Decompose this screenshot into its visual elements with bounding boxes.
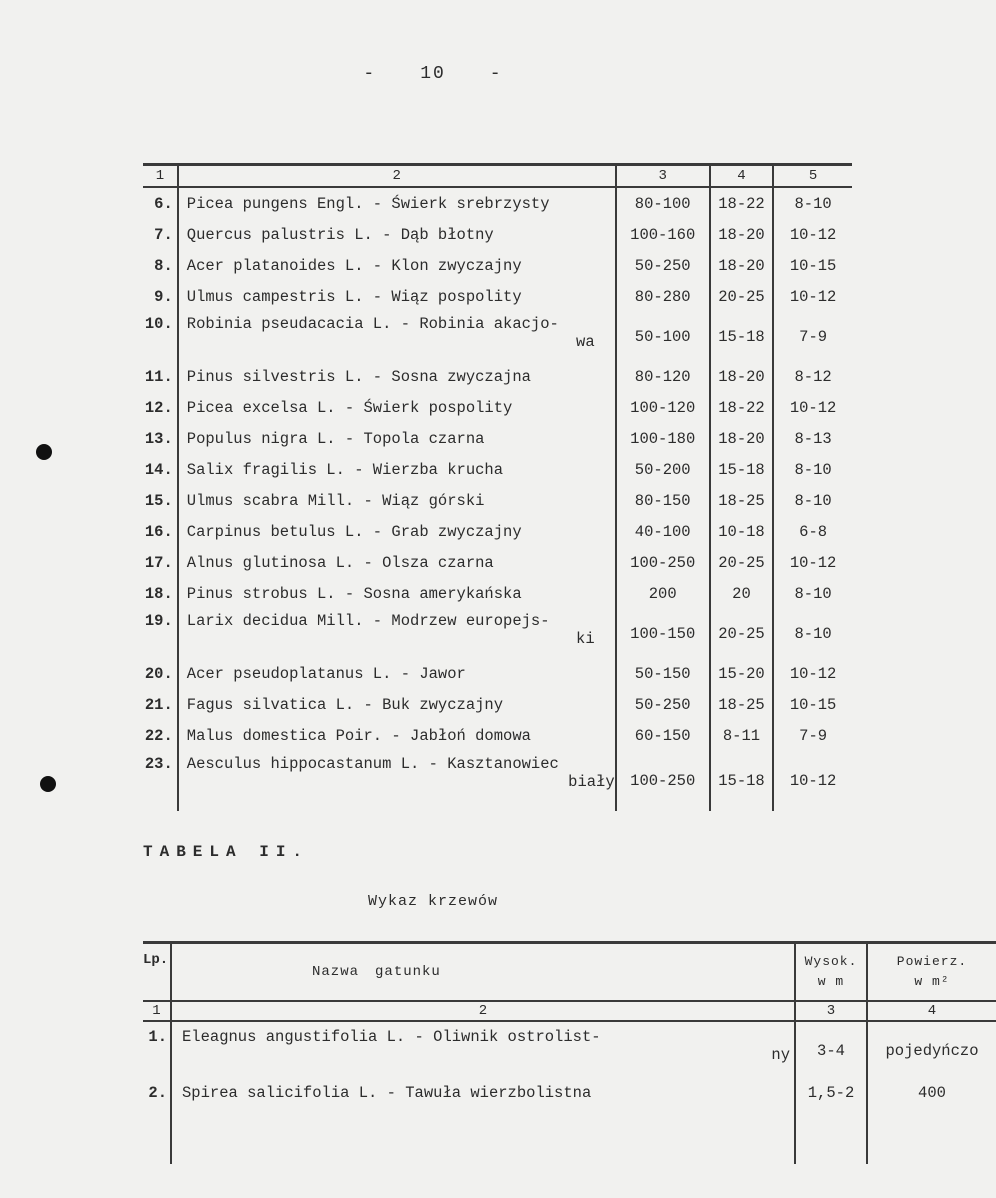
cell-height: 1,5-2 [795, 1080, 867, 1124]
species-name: Spirea salicifolia L. - Tawuła wierzbolistna [171, 1080, 795, 1124]
page-number-dash-right: - [489, 64, 503, 84]
cell-col5: 10-15 [789, 695, 837, 714]
shrub-table [143, 941, 996, 1164]
table-row [143, 547, 852, 578]
species-name-line1: Larix decidua Mill. - Modrzew europejs- [186, 612, 550, 630]
cell-col4: 20-25 [710, 281, 773, 312]
column-header-name-part2: gatunku [375, 964, 441, 980]
row-number: 9. [143, 281, 178, 312]
row-number: 8. [143, 250, 178, 281]
table2-subtitle: Wykaz krzewów [367, 893, 499, 910]
cell-col4: 15-18 [710, 454, 773, 485]
cell-col4: 18-20 [710, 250, 773, 281]
column-number-1: 1 [143, 1001, 171, 1021]
column-header-4: 4 [710, 165, 773, 188]
cell-col3: 100-160 [616, 219, 710, 250]
cell-height: 3-4 [795, 1021, 867, 1080]
empty-cell [143, 1124, 171, 1164]
species-name-line2: ki [576, 630, 595, 648]
species-name: Quercus palustris L. - Dąb błotny [178, 219, 616, 250]
table-row [143, 751, 852, 811]
cell-col5: 7-9 [799, 726, 828, 745]
cell-col3: 80-100 [616, 187, 710, 219]
cell-col4: 18-22 [710, 187, 773, 219]
row-number: 17. [143, 547, 178, 578]
species-name-line2: wa [576, 333, 595, 351]
cell-col3: 100-180 [616, 423, 710, 454]
column-header-height [795, 943, 867, 1002]
punch-hole-bottom [40, 776, 56, 792]
cell-col3: 50-200 [616, 454, 710, 485]
page-number [0, 64, 866, 84]
cell-col3: 80-280 [616, 281, 710, 312]
table-row [143, 485, 852, 516]
row-number: 21. [143, 689, 178, 720]
column-header-1: 1 [143, 165, 178, 188]
table-row [143, 1080, 996, 1124]
species-name [178, 312, 616, 361]
cell-col3: 100-250 [616, 751, 710, 811]
species-name: Ulmus scabra Mill. - Wiąz górski [178, 485, 616, 516]
column-header-area [867, 943, 996, 1002]
table-row [143, 219, 852, 250]
species-name: Carpinus betulus L. - Grab zwyczajny [178, 516, 616, 547]
column-number-2: 2 [171, 1001, 795, 1021]
row-number: 19. [143, 609, 178, 658]
cell-col3: 60-150 [616, 720, 710, 751]
cell-col3: 80-120 [616, 361, 710, 392]
row-number: 13. [143, 423, 178, 454]
species-name: Malus domestica Poir. - Jabłoń domowa [178, 720, 616, 751]
table-row [143, 361, 852, 392]
table-row [143, 516, 852, 547]
cell-col5: 8-10 [794, 624, 832, 643]
species-name: Alnus glutinosa L. - Olsza czarna [178, 547, 616, 578]
cell-col5: 10-12 [789, 553, 837, 572]
cell-col5: 7-9 [799, 327, 828, 346]
cell-col5: 8-13 [794, 429, 832, 448]
row-number: 15. [143, 485, 178, 516]
row-number: 18. [143, 578, 178, 609]
column-header-height-line1: Wysok. [804, 954, 858, 969]
table-row [143, 578, 852, 609]
species-name: Pinus strobus L. - Sosna amerykańska [178, 578, 616, 609]
row-number: 11. [143, 361, 178, 392]
table-row [143, 609, 852, 658]
cell-col5: 8-10 [794, 460, 832, 479]
species-name [171, 1021, 795, 1080]
column-number-4: 4 [867, 1001, 996, 1021]
column-header-area-line2: w m² [914, 974, 950, 989]
table2-number-row [143, 1001, 996, 1021]
cell-col5: 10-12 [789, 664, 837, 683]
cell-col4: 18-22 [710, 392, 773, 423]
species-name: Acer platanoides L. - Klon zwyczajny [178, 250, 616, 281]
table2-header-row [143, 943, 996, 1002]
species-name-line2: biały [568, 773, 615, 791]
row-number: 10. [143, 312, 178, 361]
cell-col3: 100-120 [616, 392, 710, 423]
column-header-2: 2 [178, 165, 616, 188]
cell-col3: 100-150 [616, 609, 710, 658]
species-name-line1: Aesculus hippocastanum L. - Kasztanowiec [186, 755, 559, 773]
punch-hole-top [36, 444, 52, 460]
column-header-3: 3 [616, 165, 710, 188]
cell-col4: 10-18 [710, 516, 773, 547]
cell-col3: 200 [616, 578, 710, 609]
species-name [178, 609, 616, 658]
table-row [143, 1021, 996, 1080]
table-row-empty [143, 1124, 996, 1164]
row-number: 1. [143, 1021, 171, 1080]
row-number: 12. [143, 392, 178, 423]
cell-col5: 8-10 [794, 584, 832, 603]
cell-col4: 18-25 [710, 485, 773, 516]
column-number-3: 3 [795, 1001, 867, 1021]
cell-col4: 15-18 [710, 312, 773, 361]
column-header-name-part1: Nazwa [312, 964, 360, 980]
tree-table [143, 163, 852, 811]
table-row [143, 423, 852, 454]
cell-col3: 50-250 [616, 250, 710, 281]
table-row [143, 658, 852, 689]
cell-col3: 50-150 [616, 658, 710, 689]
cell-col4: 15-20 [710, 658, 773, 689]
row-number: 23. [143, 751, 178, 811]
cell-col5: 10-12 [789, 287, 837, 306]
cell-col3: 100-250 [616, 547, 710, 578]
cell-col3: 40-100 [616, 516, 710, 547]
cell-area: 400 [918, 1084, 946, 1102]
table-row [143, 454, 852, 485]
row-number: 7. [143, 219, 178, 250]
row-number: 14. [143, 454, 178, 485]
table-row [143, 720, 852, 751]
cell-col4: 18-20 [710, 219, 773, 250]
cell-col5: 10-12 [789, 772, 837, 790]
species-name-line1: Eleagnus angustifolia L. - Oliwnik ostrolist- [182, 1028, 601, 1046]
cell-col3: 50-100 [616, 312, 710, 361]
cell-col5: 8-10 [794, 194, 832, 213]
cell-col4: 18-20 [710, 423, 773, 454]
cell-col4: 8-11 [710, 720, 773, 751]
cell-col3: 80-150 [616, 485, 710, 516]
row-number: 20. [143, 658, 178, 689]
cell-col4: 20-25 [710, 547, 773, 578]
species-name: Picea excelsa L. - Świerk pospolity [178, 392, 616, 423]
column-header-area-line1: Powierz. [896, 954, 968, 969]
table-row [143, 281, 852, 312]
cell-col5: 6-8 [799, 522, 828, 541]
species-name [178, 751, 616, 811]
cell-col5: 10-12 [789, 225, 837, 244]
empty-cell [171, 1124, 795, 1164]
column-header-5: 5 [773, 165, 852, 188]
table-row [143, 250, 852, 281]
species-name: Populus nigra L. - Topola czarna [178, 423, 616, 454]
species-name: Salix fragilis L. - Wierzba krucha [178, 454, 616, 485]
column-header-lp: Lp. [143, 943, 171, 1002]
species-name: Pinus silvestris L. - Sosna zwyczajna [178, 361, 616, 392]
table2-heading: TABELA II. [143, 843, 310, 861]
column-header-name [171, 943, 795, 1002]
cell-col4: 18-20 [710, 361, 773, 392]
cell-col5: 10-15 [789, 256, 837, 275]
cell-col5: 8-10 [794, 491, 832, 510]
page-number-dash-left: - [363, 64, 377, 84]
table-header-row [143, 165, 852, 188]
cell-area: pojedyńczo [885, 1042, 979, 1060]
species-name: Fagus silvatica L. - Buk zwyczajny [178, 689, 616, 720]
row-number: 6. [143, 187, 178, 219]
row-number: 22. [143, 720, 178, 751]
table-row [143, 392, 852, 423]
cell-col4: 20 [710, 578, 773, 609]
species-name: Ulmus campestris L. - Wiąz pospolity [178, 281, 616, 312]
species-name-line2: ny [771, 1046, 790, 1064]
empty-cell [867, 1124, 996, 1164]
table-row [143, 689, 852, 720]
row-number: 16. [143, 516, 178, 547]
table-row [143, 312, 852, 361]
column-header-height-line2: w m [817, 974, 845, 989]
cell-col4: 15-18 [710, 751, 773, 811]
cell-col3: 50-250 [616, 689, 710, 720]
cell-col4: 20-25 [710, 609, 773, 658]
species-name-line1: Robinia pseudacacia L. - Robinia akacjo- [186, 315, 559, 333]
species-name: Picea pungens Engl. - Świerk srebrzysty [178, 187, 616, 219]
table-row [143, 187, 852, 219]
page-number-value: 10 [420, 64, 446, 84]
cell-col4: 18-25 [710, 689, 773, 720]
cell-col5: 10-12 [789, 398, 837, 417]
row-number: 2. [143, 1080, 171, 1124]
cell-col5: 8-12 [794, 367, 832, 386]
empty-cell [795, 1124, 867, 1164]
species-name: Acer pseudoplatanus L. - Jawor [178, 658, 616, 689]
